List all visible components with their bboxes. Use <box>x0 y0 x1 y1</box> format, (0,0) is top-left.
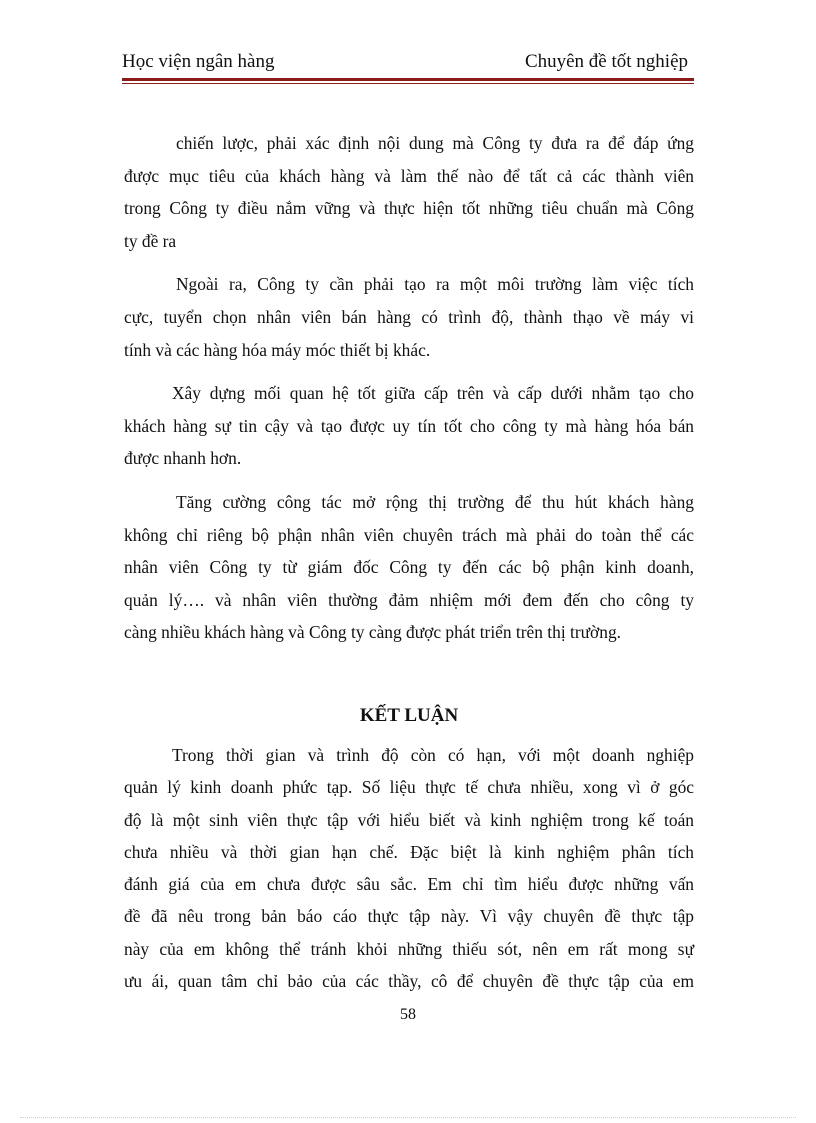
conclusion-heading: KẾT LUẬN <box>359 705 459 726</box>
text-line: cực, tuyển chọn nhân viên bán hàng có trình độ, thành thạo về máy vi <box>124 306 694 327</box>
text-line: quản lý kinh doanh phức tạp. Số liệu thực tế chưa nhiều, xong vì ở góc <box>124 777 694 798</box>
paragraph-market-expansion <box>124 486 694 649</box>
text-line: Tăng cường công tác mở rộng thị trường để thu hút khách hàng <box>176 491 694 512</box>
text-line: Ngoài ra, Công ty cần phải tạo ra một môi trường làm việc tích <box>176 274 694 295</box>
header-rule-thick <box>122 78 694 81</box>
text-line: tính và các hàng hóa máy móc thiết bị khác. <box>124 339 431 360</box>
paragraph-work-environment <box>124 268 694 366</box>
text-line: càng nhiều khách hàng và Công ty càng được phát triển trên thị trường. <box>124 622 621 643</box>
text-line: được mục tiêu của khách hàng và làm thế nào để tất cả các thành viên <box>124 165 694 186</box>
paragraph-relationships <box>124 377 694 475</box>
text-line: nhân viên Công ty từ giám đốc Công ty đến các bộ phận kinh doanh, <box>124 557 694 578</box>
paragraph-gap <box>124 366 694 377</box>
paragraph-gap <box>124 475 694 486</box>
header-rule-thin <box>122 83 694 84</box>
text-line: không chỉ riêng bộ phận nhân viên chuyên trách mà phải do toàn thể các <box>124 524 694 545</box>
text-line: quản lý…. và nhân viên thường đảm nhiệm mới đem đến cho công ty <box>124 589 694 610</box>
paragraph-gap <box>124 257 694 268</box>
header-institution: Học viện ngân hàng <box>122 51 275 72</box>
conclusion-body <box>124 739 694 997</box>
paragraph-conclusion <box>124 739 694 997</box>
text-line: được nhanh hơn. <box>124 448 242 469</box>
text-line: này của em không thể tránh khỏi những thiếu sót, nên em rất mong sự <box>124 938 694 959</box>
text-line: đánh giá của em chưa được sâu sắc. Em chỉ tìm hiểu được những vấn <box>124 874 694 895</box>
text-line: khách hàng sự tin cậy và tạo được uy tín tốt cho công ty mà hàng hóa bán <box>124 415 694 436</box>
text-line: chưa nhiều và thời gian hạn chế. Đặc biệt là kinh nghiệm phân tích <box>124 841 694 862</box>
body-text <box>124 127 694 649</box>
header-document-type: Chuyên đề tốt nghiệp <box>524 51 688 72</box>
paragraph-strategy <box>124 127 694 257</box>
text-line: ưu ái, quan tâm chỉ bảo của các thầy, cô để chuyên đề thực tập của em <box>124 971 694 992</box>
text-line: độ là một sinh viên thực tập với hiểu biết và kinh nghiệm trong kế toán <box>124 809 694 830</box>
text-line: Trong thời gian và trình độ còn có hạn, với một doanh nghiệp <box>172 745 694 765</box>
page-bottom-border <box>20 1117 796 1118</box>
text-line: trong Công ty điều nắm vững và thực hiện tốt những tiêu chuẩn mà Công <box>124 198 694 219</box>
text-line: chiến lược, phải xác định nội dung mà Công ty đưa ra để đáp ứng <box>176 133 694 153</box>
text-line: Xây dựng mối quan hệ tốt giữa cấp trên và cấp dưới nhằm tạo cho <box>172 383 694 404</box>
text-line: đề đã nêu trong bản báo cáo thực tập này. Vì vậy chuyên đề thực tập <box>124 906 694 927</box>
page-number: 58 <box>400 1006 416 1023</box>
text-line: ty đề ra <box>124 230 177 251</box>
page-header <box>122 46 694 86</box>
